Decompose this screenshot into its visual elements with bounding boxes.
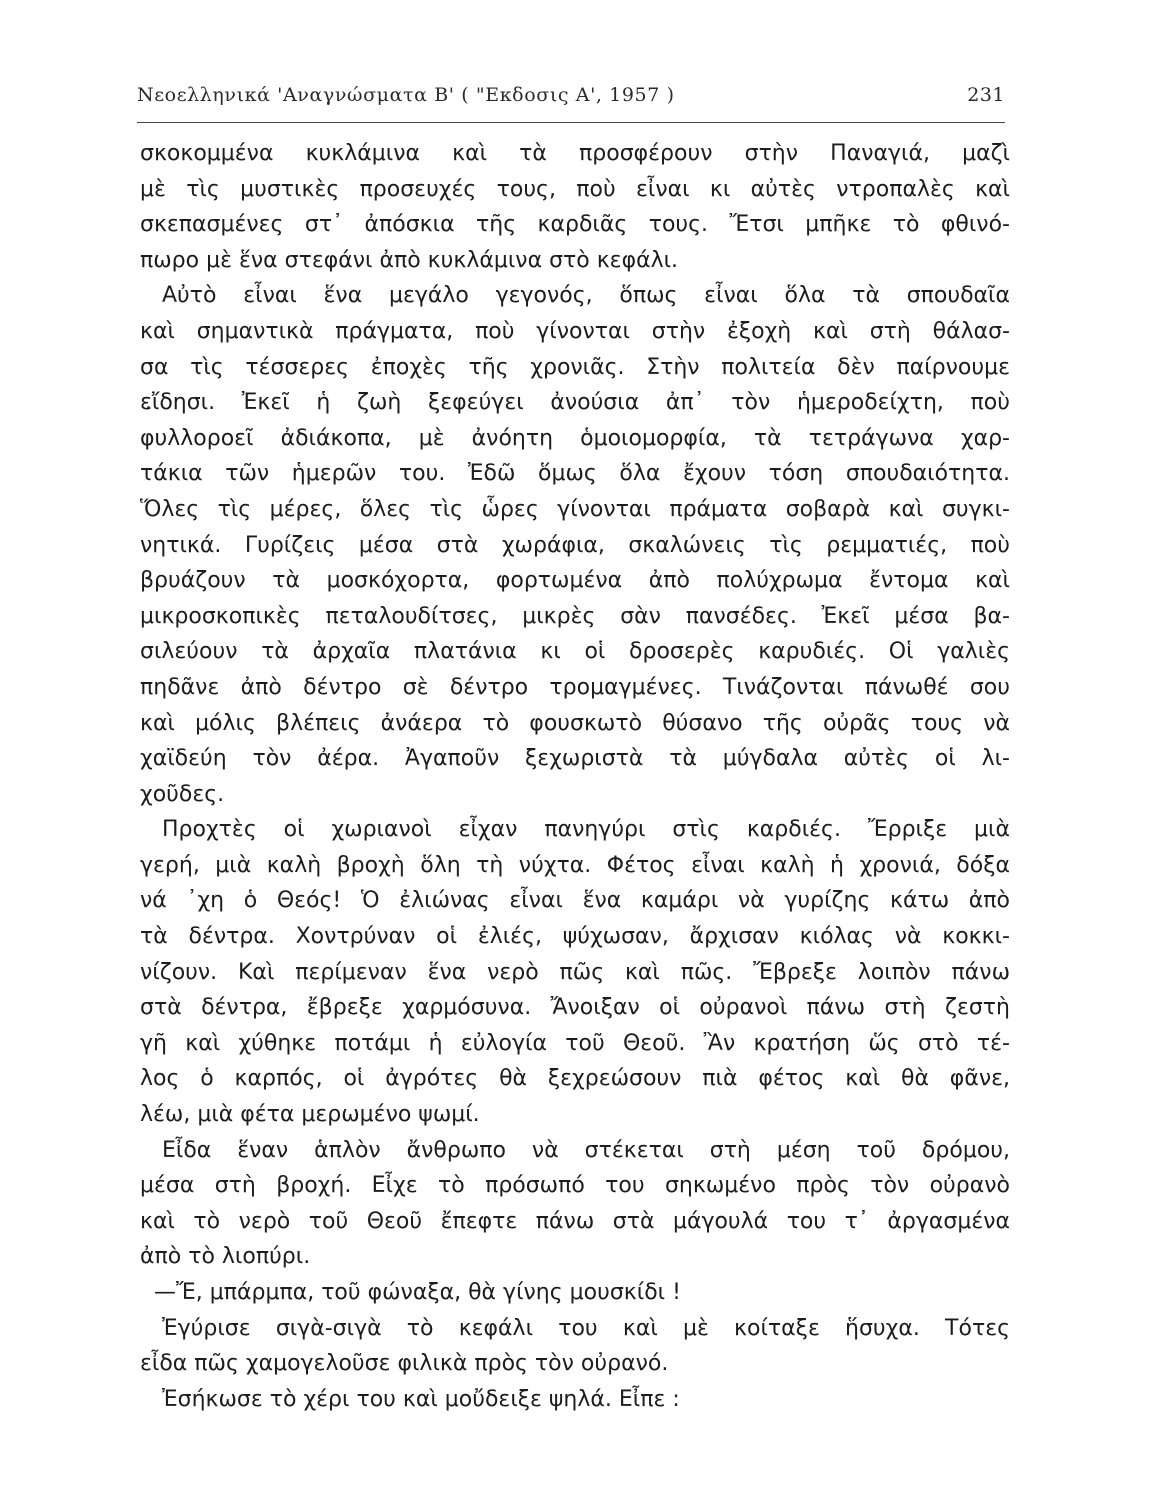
header-rule bbox=[137, 122, 1005, 123]
text-line: βρυάζουν τὰ μοσκόχορτα, φορτωμένα ἀπὸ πολύχρωμα ἔντομα καὶ bbox=[140, 568, 1010, 594]
running-title: Νεοελληνικά 'Αναγνώσματα Β' ( "Εκδοσις Α', 1957 ) bbox=[137, 84, 675, 106]
text-line: λος ὁ καρπός, οἱ ἀγρότες θὰ ξεχρεώσουν πιὰ φέτος καὶ θὰ φᾶνε, bbox=[140, 1066, 1010, 1092]
text-line: σα τὶς τέσσερες ἐποχὲς τῆς χρονιᾶς. Στὴν πολιτεία δὲν παίρνουμε bbox=[140, 354, 1010, 380]
text-line: Ἐσήκωσε τὸ χέρι του καὶ μοὔδειξε ψηλά. Εἶπε : bbox=[162, 1386, 680, 1412]
text-line: σιλεύουν τὰ ἀρχαῖα πλατάνια κι οἱ δροσερὲς καρυδιές. Οἱ γαλιὲς bbox=[140, 639, 1010, 665]
text-line: Ὅλες τὶς μέρες, ὅλες τὶς ὧρες γίνονται πράματα σοβαρὰ καὶ συγκι- bbox=[140, 496, 1010, 522]
text-line: λέω, μιὰ φέτα μερωμένο ψωμί. bbox=[140, 1102, 480, 1128]
running-header bbox=[137, 84, 1005, 114]
page-number: 231 bbox=[967, 84, 1005, 106]
text-line: φυλλοροεῖ ἀδιάκοπα, μὲ ἀνόητη ὁμοιομορφία, τὰ τετράγωνα χαρ- bbox=[140, 425, 1010, 451]
text-line: μικροσκοπικὲς πεταλουδίτσες, μικρὲς σὰν πανσέδες. Ἐκεῖ μέσα βα- bbox=[140, 603, 1010, 629]
text-line: τὰ δέντρα. Χοντρύναν οἱ ἐλιές, ψύχωσαν, ἄρχισαν κιόλας νὰ κοκκι- bbox=[140, 924, 1010, 950]
text-line: Εἶδα ἕναν ἁπλὸν ἄνθρωπο νὰ στέκεται στὴ μέση τοῦ δρόμου, bbox=[162, 1137, 1010, 1163]
text-line: χαϊδεύη τὸν ἀέρα. Ἀγαποῦν ξεχωριστὰ τὰ μύγδαλα αὐτὲς οἱ λι- bbox=[140, 746, 1010, 772]
text-line: Αὐτὸ εἶναι ἕνα μεγάλο γεγονός, ὅπως εἶναι ὅλα τὰ σπουδαῖα bbox=[162, 283, 1010, 309]
text-line: πωρο μὲ ἕνα στεφάνι ἀπὸ κυκλάμινα στὸ κεφάλι. bbox=[140, 247, 679, 273]
body-text bbox=[140, 136, 1010, 1417]
text-line: Προχτὲς οἱ χωριανοὶ εἶχαν πανηγύρι στὶς καρδιές. Ἔρριξε μιὰ bbox=[162, 817, 1010, 843]
text-line: καὶ τὸ νερὸ τοῦ Θεοῦ ἔπεφτε πάνω στὰ μάγουλά του τ᾽ ἀργασμένα bbox=[140, 1208, 1010, 1234]
text-line: γερή, μιὰ καλὴ βροχὴ ὅλη τὴ νύχτα. Φέτος εἶναι καλὴ ἡ χρονιά, δόξα bbox=[140, 852, 1010, 878]
text-line: Ἐγύρισε σιγὰ-σιγὰ τὸ κεφάλι του καὶ μὲ κοίταξε ἥσυχα. Τότες bbox=[162, 1315, 1010, 1341]
text-line: μὲ τὶς μυστικὲς προσευχές τους, ποὺ εἶναι κι αὐτὲς ντροπαλὲς καὶ bbox=[140, 176, 1010, 202]
text-line: τάκια τῶν ἡμερῶν του. Ἐδῶ ὅμως ὅλα ἔχουν τόση σπουδαιότητα. bbox=[140, 461, 1010, 487]
text-line: νά ᾽χη ὁ Θεός! Ὁ ἐλιώνας εἶναι ἕνα καμάρι νὰ γυρίζης κάτω ἀπὸ bbox=[140, 888, 1010, 914]
text-line: εἴδησι. Ἐκεῖ ἡ ζωὴ ξεφεύγει ἀνούσια ἀπ᾽ τὸν ἡμεροδείχτη, ποὺ bbox=[140, 390, 1010, 416]
text-line: νητικά. Γυρίζεις μέσα στὰ χωράφια, σκαλώνεις τὶς ρεμματιές, ποὺ bbox=[140, 532, 1010, 558]
text-line: καὶ μόλις βλέπεις ἀνάερα τὸ φουσκωτὸ θύσανο τῆς οὐρᾶς τους νὰ bbox=[140, 710, 1010, 736]
text-line: χοῦδες. bbox=[140, 781, 225, 807]
text-line: σκεπασμένες στ᾽ ἀπόσκια τῆς καρδιᾶς τους. Ἔτσι μπῆκε τὸ φθινό- bbox=[140, 212, 1010, 238]
text-line: γῆ καὶ χύθηκε ποτάμι ἡ εὐλογία τοῦ Θεοῦ. Ἂν κρατήση ὥς στὸ τέ- bbox=[140, 1030, 1010, 1056]
text-line: —Ἔ, μπάρμπα, τοῦ φώναξα, θὰ γίνης μουσκίδι ! bbox=[154, 1280, 681, 1305]
text-line: μέσα στὴ βροχή. Εἶχε τὸ πρόσωπό του σηκωμένο πρὸς τὸν οὐρανὸ bbox=[140, 1173, 1010, 1199]
text-line: εἶδα πῶς χαμογελοῦσε φιλικὰ πρὸς τὸν οὐρανό. bbox=[140, 1351, 669, 1377]
text-line: καὶ σημαντικὰ πράγματα, ποὺ γίνονται στὴν ἐξοχὴ καὶ στὴ θάλασ- bbox=[140, 318, 1010, 344]
text-line: ἀπὸ τὸ λιοπύρι. bbox=[140, 1244, 311, 1270]
text-line: νίζουν. Καὶ περίμεναν ἕνα νερὸ πῶς καὶ πῶς. Ἔβρεξε λοιπὸν πάνω bbox=[140, 959, 1010, 985]
text-line: στὰ δέντρα, ἔβρεξε χαρμόσυνα. Ἄνοιξαν οἱ οὐρανοὶ πάνω στὴ ζεστὴ bbox=[140, 995, 1010, 1021]
text-line: σκοκομμένα κυκλάμινα καὶ τὰ προσφέρουν στὴν Παναγιά, μαζὶ bbox=[140, 141, 1010, 166]
text-line: πηδᾶνε ἀπὸ δέντρο σὲ δέντρο τρομαγμένες. Τινάζονται πάνωθέ σου bbox=[140, 674, 1010, 700]
